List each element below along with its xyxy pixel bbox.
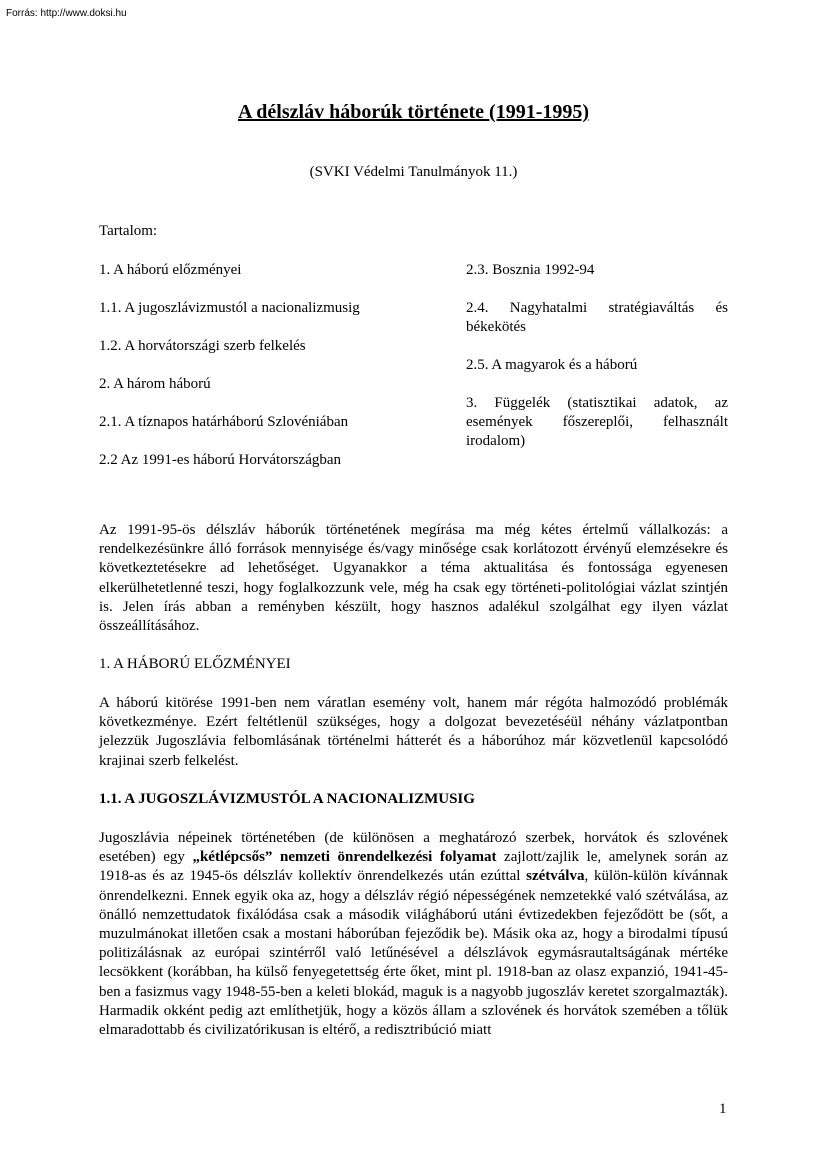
text-span: Jugoszlávia népeinek történetében (de különösen a meghatározó szerbek, horvátok és szlovének esetében) egy	[99, 830, 728, 866]
toc-item: 3. Függelék (statisztikai adatok, az események főszereplői, felhasznált irodalom)	[466, 395, 728, 449]
page-number: 1	[719, 1101, 727, 1117]
toc-item: 2.2 Az 1991-es háború Horvátországban	[99, 452, 342, 468]
section-1-1-heading: 1.1. A JUGOSZLÁVIZMUSTÓL A NACIONALIZMUSIG	[99, 791, 475, 807]
text-span: , külön-külön kívánnak önrendelkezni. Ennek egyik oka az, hogy a délszláv régió népességének nemzetekké való szétválása, az önálló nemzettudatok fixálódása csak a második világháború utáni évtizedekben fejeződött be (sőt, a muzulmánokat illetően csak a mostani háborúban fejeződik be). Másik oka az, hogy a birodalmi típusú politizálásnak az európai szintérről való letűnésével a délszlávok egymásrautaltságának mértéke lecsökkent (korábban, ha külső fenyegetettség érte őket, mint pl. 1918-ban az olasz expanzió, 1941-45-ben a fasizmus vagy 1948-55-ben a keleti blokád, maguk is a nagyobb jugoszláv keretet szorgalmazták). Harmadik okként pedig azt említhetjük, hogy a közös állam a szlovének és horvátok szemében a tőlük elmaradottabb és civilizatórikusan is eltérő, a redisztribúció miatt	[99, 868, 728, 1039]
toc-item: 1.1. A jugoszlávizmustól a nacionalizmusig	[99, 300, 360, 316]
toc-item: 2.4. Nagyhatalmi stratégiaváltás és békekötés	[466, 300, 728, 335]
toc-item: 2.5. A magyarok és a háború	[466, 357, 638, 373]
section-1-heading: 1. A HÁBORÚ ELŐZMÉNYEI	[99, 656, 291, 672]
source-note: Forrás: http://www.doksi.hu	[6, 8, 127, 19]
toc-item: 2.1. A tíznapos határháború Szlovéniában	[99, 414, 349, 430]
section-1-1-paragraph	[99, 829, 728, 1040]
toc-label: Tartalom:	[99, 223, 158, 239]
toc-left-column	[99, 261, 439, 489]
toc-right-column	[466, 261, 728, 470]
toc-item: 2. A három háború	[99, 376, 211, 392]
toc-item: 1.2. A horvátországi szerb felkelés	[99, 338, 306, 354]
toc-item: 1. A háború előzményei	[99, 262, 242, 278]
text-span: zajlott/zajlik le, amelynek során az 1918-as és az 1945-ös délszláv kollektív önrendelkezés után ezúttal	[99, 849, 728, 885]
bold-phrase: szétválva	[526, 868, 585, 885]
section-1-paragraph: A háború kitörése 1991-ben nem váratlan esemény volt, hanem már régóta halmozódó problémák következménye. Ezért feltétlenül szükséges, hogy a dolgozat bevezetéséül néhány vázlatpontban jelezzük Jugoszlávia felbomlásának történelmi hátterét és a háborúhoz már közvetlenül kapcsolódó krajinai szerb felkelést.	[99, 695, 728, 769]
document-subtitle: (SVKI Védelmi Tanulmányok 11.)	[309, 164, 518, 180]
toc-item: 2.3. Bosznia 1992-94	[466, 262, 595, 278]
bold-phrase: „kétlépcsős” nemzeti önrendelkezési folyamat	[192, 849, 497, 866]
intro-paragraph: Az 1991-95-ös délszláv háborúk történetének megírása ma még kétes értelmű vállalkozás: a rendelkezésünkre álló források mennyisége és/vagy minősége csak korlátozott érvényű elemzésekre és következtetésekre ad lehetőséget. Ugyanakkor a téma aktualitása és fontossága egyenesen elkerülhetetlenné teszi, hogy foglalkozzunk vele, még ha csak egy történeti-politológiai vázlat szintjén is. Jelen írás abban a reményben készült, hogy hasznos adalékul szolgálhat egy ilyen vázlat összeállításához.	[99, 522, 728, 635]
document-title: A délszláv háborúk története (1991-1995)	[237, 101, 590, 123]
